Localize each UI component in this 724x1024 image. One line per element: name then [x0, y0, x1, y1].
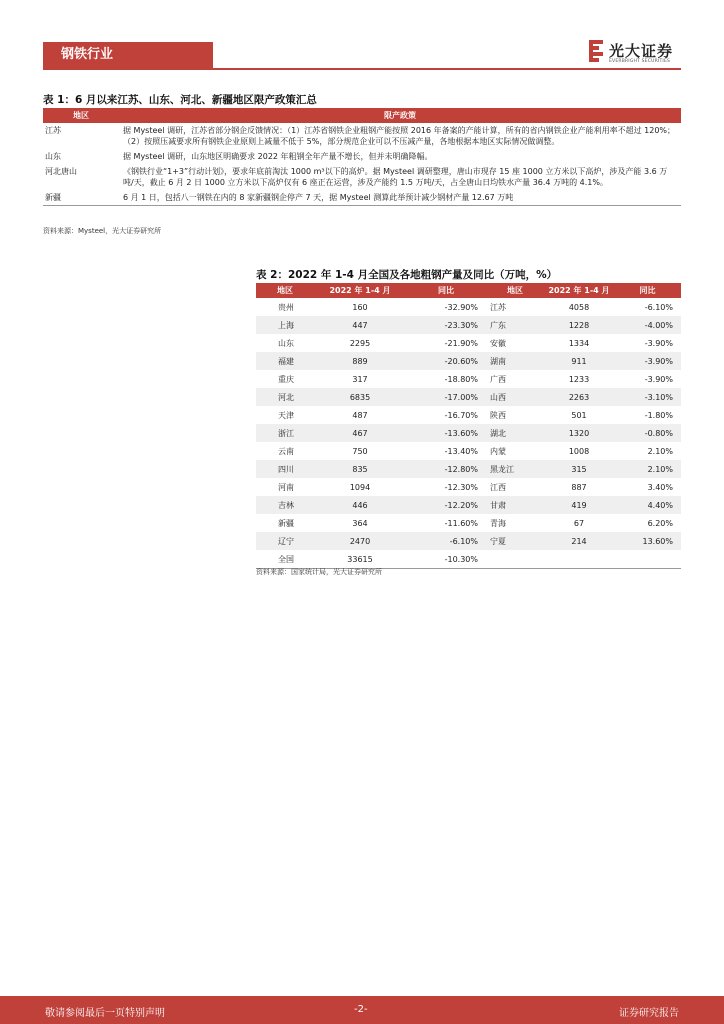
- region-cell: 广东: [486, 316, 544, 334]
- table-row: [256, 496, 681, 514]
- table-row: [43, 190, 681, 206]
- output-cell: 4058: [568, 302, 590, 312]
- yoy-cell: -32.90%: [444, 302, 478, 312]
- output-cell: 6835: [314, 388, 406, 406]
- region-cell: 天津: [278, 410, 294, 420]
- output-cell: 1334: [568, 338, 590, 348]
- yoy-cell: 3.40%: [647, 482, 673, 492]
- column-header: 同比: [406, 283, 486, 298]
- output-cell: 835: [314, 460, 406, 478]
- page-number: -2-: [354, 1004, 368, 1015]
- table-row: [256, 388, 681, 406]
- yoy-cell: 4.40%: [614, 496, 681, 514]
- yoy-cell: 6.20%: [647, 518, 673, 528]
- table-row: [43, 123, 681, 149]
- table-row: [256, 406, 681, 424]
- output-cell: 446: [314, 496, 406, 514]
- page-footer: [0, 996, 724, 1024]
- policy-cell: 6 月 1 日，包括八一钢铁在内的 8 家新疆钢企停产 7 天，据 Mysteel 测算此举预计减少钢材产量 12.67 万吨: [119, 190, 681, 206]
- yoy-cell: -12.30%: [444, 482, 478, 492]
- table-row: [256, 478, 681, 496]
- yoy-cell: -3.90%: [644, 338, 673, 348]
- region-cell: 广西: [490, 374, 506, 384]
- policy-cell: 据 Mysteel 调研，山东地区明确要求 2022 年粗钢全年产量不增长，但并未明确降幅。: [123, 152, 433, 161]
- region-cell: 吉林: [256, 496, 314, 514]
- region-cell: 江苏: [45, 126, 61, 135]
- region-cell: 福建: [256, 352, 314, 370]
- output-cell: 487: [352, 410, 368, 420]
- output-cell: 887: [571, 482, 587, 492]
- region-cell: 上海: [256, 316, 314, 334]
- region-cell: 四川: [256, 460, 314, 478]
- output-cell: 364: [352, 518, 368, 528]
- output-cell: 2470: [314, 532, 406, 550]
- region-cell: 新疆: [278, 518, 294, 528]
- yoy-cell: -6.10%: [644, 302, 673, 312]
- column-header: 地区: [256, 283, 314, 298]
- table-header-row: [43, 108, 681, 123]
- table-row: [256, 532, 681, 550]
- output-cell: 1228: [544, 316, 614, 334]
- output-cell: 317: [352, 374, 368, 384]
- region-cell: 河北唐山: [45, 167, 77, 176]
- yoy-cell: -10.30%: [406, 550, 486, 569]
- logo-text: 光大证券: [609, 42, 674, 60]
- yoy-cell: -3.90%: [644, 374, 673, 384]
- yoy-cell: -6.10%: [406, 532, 486, 550]
- output-cell: 315: [544, 460, 614, 478]
- table2-title: 表 2：2022 年 1-4 月全国及各地粗钢产量及同比（万吨，%）: [256, 269, 558, 281]
- output-cell: 2295: [349, 338, 371, 348]
- table1-title: 表 1：6 月以来江苏、山东、河北、新疆地区限产政策汇总: [43, 94, 317, 106]
- output-cell: 2263: [544, 388, 614, 406]
- table1-source: 资料来源：Mysteel，光大证券研究所: [43, 227, 162, 235]
- table-row: [256, 370, 681, 388]
- output-cell: 501: [571, 410, 587, 420]
- report-type: 证券研究报告: [619, 1008, 679, 1019]
- table-row: [256, 514, 681, 532]
- output-cell: 467: [314, 424, 406, 442]
- region-cell: 陕西: [490, 410, 506, 420]
- output-cell: 1094: [349, 482, 371, 492]
- column-header: 限产政策: [119, 108, 681, 123]
- column-header: 同比: [614, 283, 681, 298]
- yoy-cell: -13.40%: [444, 446, 478, 456]
- table-row: [256, 316, 681, 334]
- yoy-cell: -20.60%: [406, 352, 486, 370]
- yoy-cell: -11.60%: [444, 518, 478, 528]
- policy-cell: 据 Mysteel 调研，江苏省部分钢企反馈情况：（1）江苏省钢铁企业粗钢产能按照 2016 年备案的产能计算，所有的省内钢铁企业产能利用率不超过 120%；（2）按照压减要求所有钢铁企业原则上减量不低于 5%，部分规范企业可以不压减产量，各地根据本地区实际情况做调整。: [123, 126, 676, 146]
- yoy-cell: -3.90%: [614, 352, 681, 370]
- region-cell: [486, 550, 544, 569]
- region-cell: 青海: [490, 518, 506, 528]
- table-row: [43, 149, 681, 164]
- region-cell: 重庆: [278, 374, 294, 384]
- region-cell: 河南: [278, 482, 294, 492]
- output-cell: 1233: [568, 374, 590, 384]
- yoy-cell: -16.70%: [444, 410, 478, 420]
- output-cell: 750: [352, 446, 368, 456]
- output-cell: 214: [544, 532, 614, 550]
- column-header: 2022 年 1-4 月: [314, 283, 406, 298]
- region-cell: 江苏: [490, 302, 506, 312]
- yoy-cell: 2.10%: [647, 446, 673, 456]
- table-row: [256, 424, 681, 442]
- output-cell: 447: [314, 316, 406, 334]
- yoy-cell: -1.80%: [644, 410, 673, 420]
- table-row: [256, 298, 681, 316]
- yoy-cell: -4.00%: [614, 316, 681, 334]
- region-cell: 内蒙: [490, 446, 506, 456]
- region-cell: 湖北: [486, 424, 544, 442]
- region-cell: 宁夏: [486, 532, 544, 550]
- region-cell: 河北: [256, 388, 314, 406]
- header-divider: [43, 68, 681, 70]
- yoy-cell: -13.60%: [406, 424, 486, 442]
- output-cell: [544, 550, 614, 569]
- table-row: [256, 550, 681, 569]
- region-cell: 安徽: [490, 338, 506, 348]
- region-cell: 甘肃: [486, 496, 544, 514]
- table-row: [256, 352, 681, 370]
- table-row: [256, 460, 681, 478]
- yoy-cell: -17.00%: [406, 388, 486, 406]
- policy-cell: 《钢铁行业“1+3”行动计划》，要求年底前淘汰 1000 m³以下的高炉。据 Mysteel 调研整理，唐山市现存 15 座 1000 立方米以下高炉，涉及产能 3.6 万吨/天，截止 6 月 2 日 1000 立方米以下高炉仅有 6 座正在运营，涉及产能约 1.5 万吨/天，占全唐山日均铁水产量 36.4 万吨的 4.1%。: [123, 167, 668, 187]
- yoy-cell: -12.80%: [406, 460, 486, 478]
- table-row: [43, 164, 681, 190]
- logo-subtext: EVERBRIGHT SECURITIES: [609, 59, 671, 64]
- output-cell: 1320: [544, 424, 614, 442]
- region-cell: 山东: [45, 152, 61, 161]
- broker-logo: [589, 38, 689, 68]
- yoy-cell: -12.20%: [406, 496, 486, 514]
- table-row: [256, 442, 681, 460]
- everbright-logo-icon: [589, 40, 605, 64]
- output-cell: 67: [573, 518, 585, 528]
- yoy-cell: -0.80%: [614, 424, 681, 442]
- output-cell: 419: [544, 496, 614, 514]
- output-cell: 889: [314, 352, 406, 370]
- output-cell: 1008: [568, 446, 590, 456]
- region-cell: 山东: [278, 338, 294, 348]
- region-cell: 云南: [278, 446, 294, 456]
- table-row: [256, 334, 681, 352]
- steel-output-table: [256, 283, 681, 569]
- column-header: 地区: [43, 108, 119, 123]
- yoy-cell: -21.90%: [444, 338, 478, 348]
- yoy-cell: -3.10%: [614, 388, 681, 406]
- output-cell: 33615: [314, 550, 406, 569]
- yoy-cell: -18.80%: [444, 374, 478, 384]
- region-cell: 山西: [486, 388, 544, 406]
- table-header-row: [256, 283, 681, 298]
- yoy-cell: -23.30%: [406, 316, 486, 334]
- yoy-cell: 13.60%: [614, 532, 681, 550]
- region-cell: 江西: [490, 482, 506, 492]
- region-cell: 辽宁: [256, 532, 314, 550]
- region-cell: 浙江: [256, 424, 314, 442]
- region-cell: 贵州: [278, 302, 294, 312]
- region-cell: 湖南: [486, 352, 544, 370]
- region-cell: 黑龙江: [486, 460, 544, 478]
- region-cell: 全国: [256, 550, 314, 569]
- column-header: 地区: [486, 283, 544, 298]
- yoy-cell: 2.10%: [614, 460, 681, 478]
- table2-source: 资料来源：国家统计局，光大证券研究所: [256, 568, 382, 576]
- industry-tag: 钢铁行业: [43, 42, 213, 68]
- output-cell: 911: [544, 352, 614, 370]
- policy-table: [43, 108, 681, 206]
- output-cell: 160: [352, 302, 368, 312]
- yoy-cell: [614, 550, 681, 569]
- region-cell: 新疆: [43, 190, 119, 206]
- disclaimer-note: 敬请参阅最后一页特别声明: [45, 1008, 165, 1019]
- column-header: 2022 年 1-4 月: [544, 283, 614, 298]
